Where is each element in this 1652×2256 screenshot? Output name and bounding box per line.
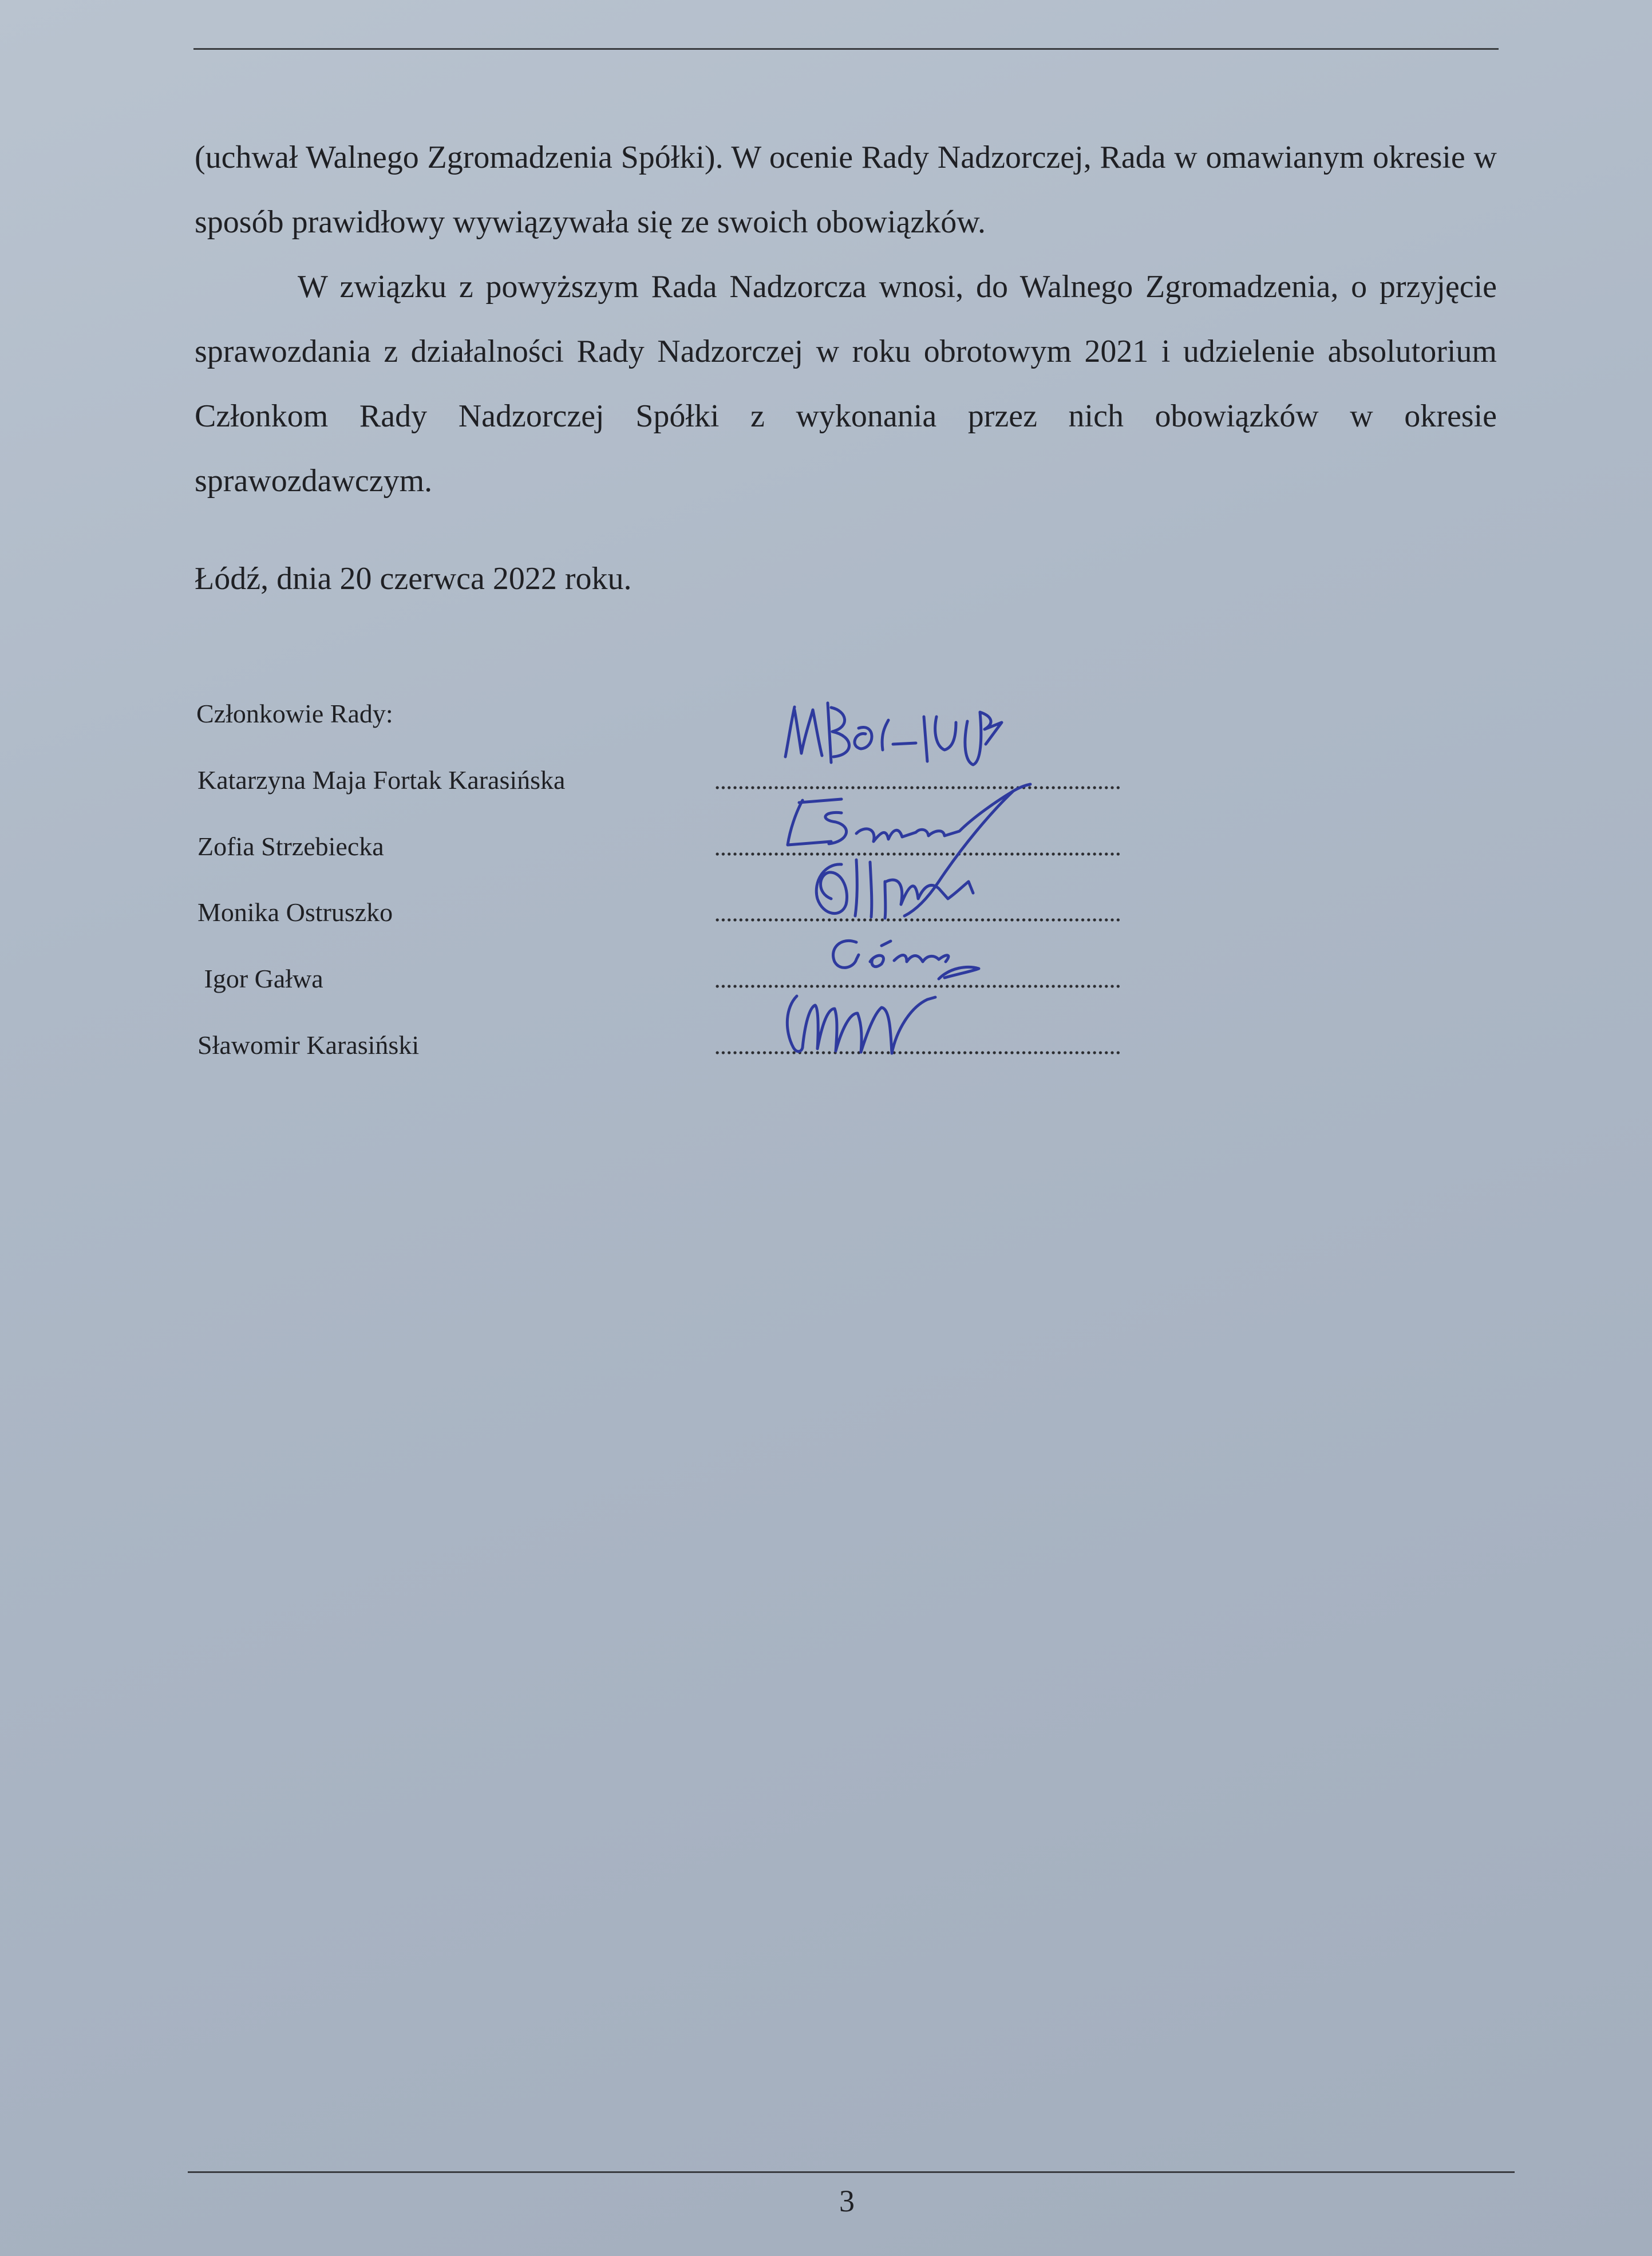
signature-row xyxy=(0,1028,1652,1062)
signature-row xyxy=(0,763,1652,797)
page-number: 3 xyxy=(839,2184,855,2218)
signatory-name: Monika Ostruszko xyxy=(197,898,393,927)
signatory-name: Sławomir Karasiński xyxy=(197,1030,420,1060)
signature-row xyxy=(0,962,1652,996)
signature-dotted-line xyxy=(714,917,1121,923)
body-paragraph: W związku z powyższym Rada Nadzorcza wnosi, do Walnego Zgromadzenia, o przyjęcie sprawozdania z działalności Rady Nadzorczej w roku obrotowym 2021 i udzielenie absolutorium Członkom Rady Nadzorczej Spółki z wykonania przez nich obowiązków w okresie sprawozdawczym. xyxy=(195,269,1497,499)
signature-dotted-line xyxy=(714,983,1121,989)
footer-rule xyxy=(188,2171,1515,2173)
signatory-name: Katarzyna Maja Fortak Karasińska xyxy=(197,765,566,795)
signature-row xyxy=(0,829,1652,864)
signature-dotted-line xyxy=(714,851,1121,857)
signature-dotted-line xyxy=(714,785,1121,791)
handwritten-signature-1 xyxy=(785,703,1002,765)
signatory-name: Igor Gałwa xyxy=(197,964,323,993)
signature-dotted-line xyxy=(714,1050,1121,1056)
signatories-label: Członkowie Rady: xyxy=(196,699,393,728)
place-date-line: Łódź, dnia 20 czerwca 2022 roku. xyxy=(195,561,632,596)
signature-row xyxy=(0,895,1652,930)
signatory-name: Zofia Strzebiecka xyxy=(197,832,384,861)
body-paragraph: (uchwał Walnego Zgromadzenia Spółki). W ocenie Rady Nadzorczej, Rada w omawianym okresie w sposób prawidłowy wywiązywała się ze swoich obowiązków. xyxy=(195,140,1497,240)
header-rule xyxy=(193,48,1499,50)
